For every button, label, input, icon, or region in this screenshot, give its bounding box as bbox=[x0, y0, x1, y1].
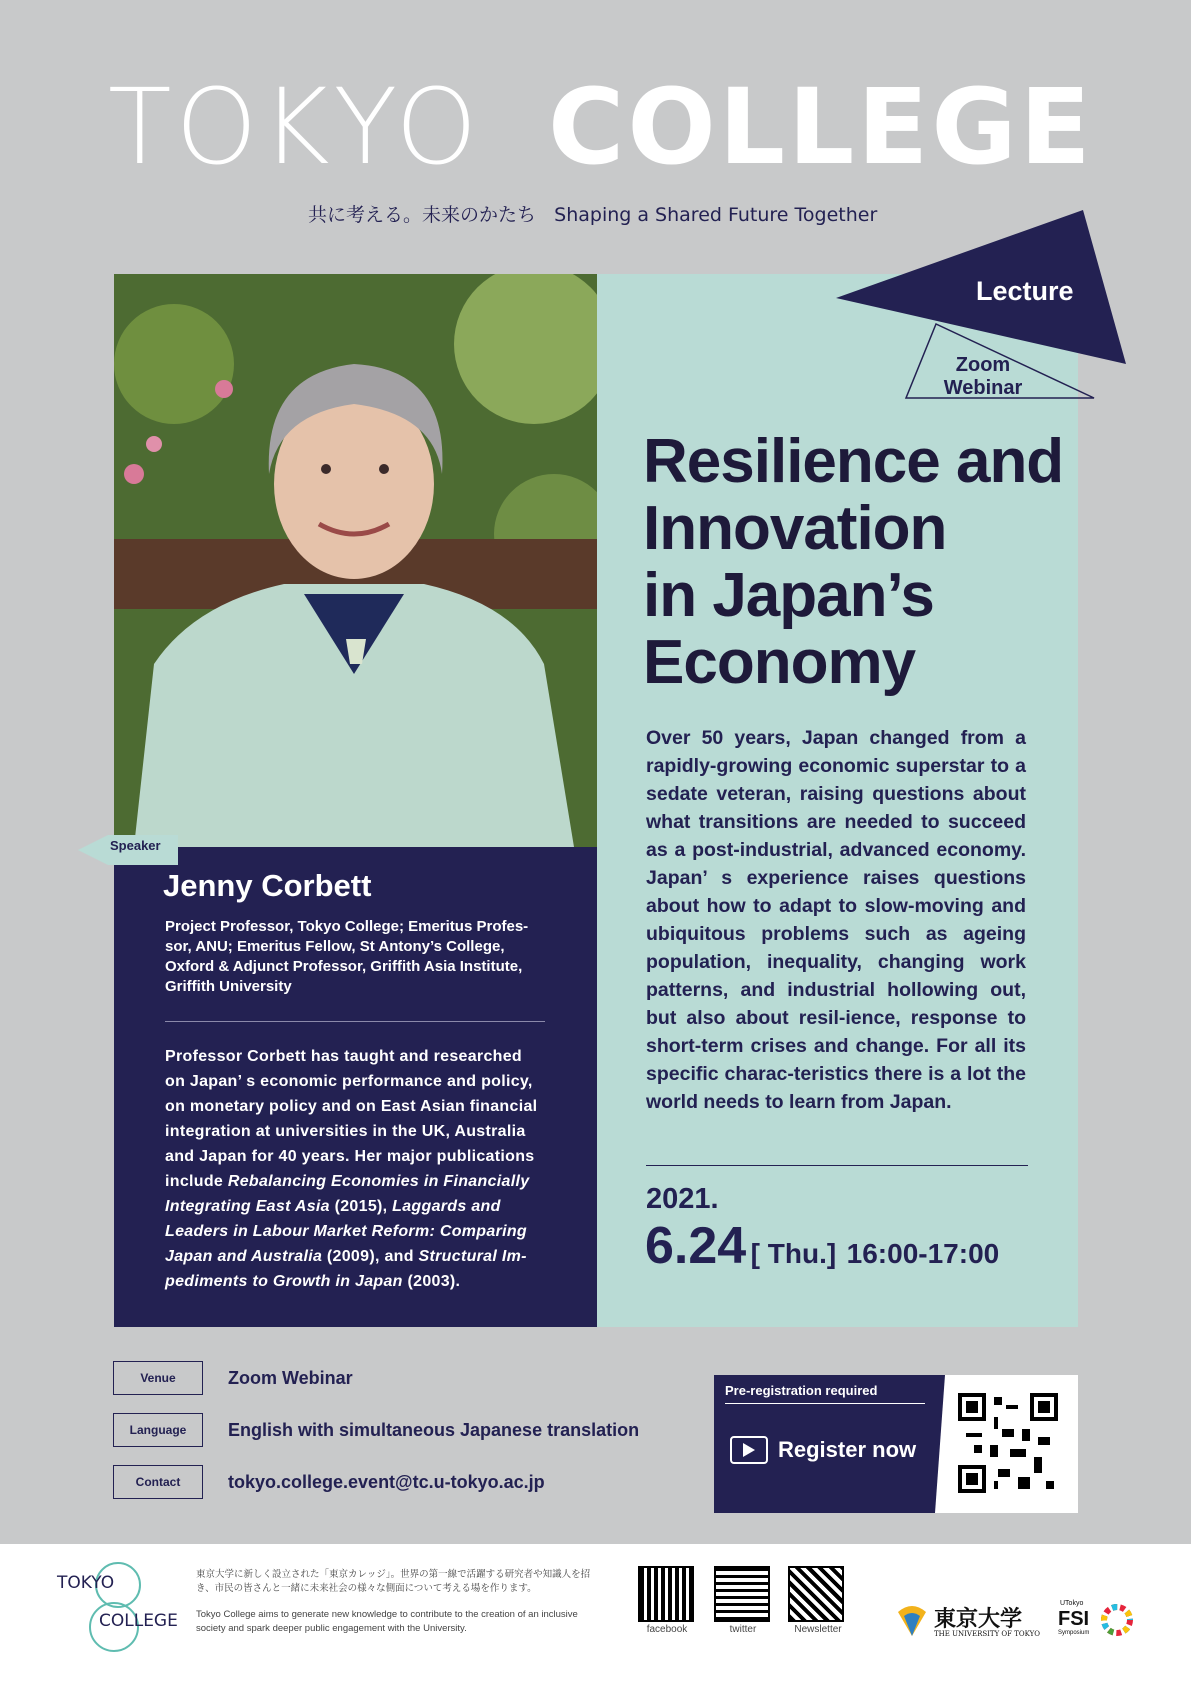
qr-code-icon bbox=[640, 1568, 692, 1620]
venue-row bbox=[113, 1361, 353, 1395]
title-line-4: Economy bbox=[643, 628, 916, 697]
fsi-logo: FSI bbox=[1058, 1608, 1090, 1630]
language-label: Language bbox=[113, 1413, 203, 1447]
publication-2: Laggards and Leaders in Labour Market Reform: Comparing Japan and Australia bbox=[165, 1198, 527, 1265]
title-line-3: in Japan’s bbox=[643, 561, 934, 630]
language-row bbox=[113, 1413, 639, 1447]
bio-text: Professor Corbett has taught and researched on Japan’ s economic performance and policy, on monetary policy and on East Asian financial integration at universities in the UK, Australia and Japan for 40 years. Her major publications include bbox=[165, 1048, 538, 1190]
speaker-divider bbox=[165, 1021, 545, 1022]
tagline-jp: 共に考える。未来のかたち bbox=[308, 204, 537, 226]
contact-row bbox=[113, 1465, 545, 1499]
tagline bbox=[308, 200, 877, 227]
publication-1: Rebalancing Economies in Financially Integrating East Asia bbox=[165, 1173, 530, 1215]
register-note-underline bbox=[725, 1403, 925, 1404]
venue-value: Zoom Webinar bbox=[228, 1367, 353, 1388]
newsletter-label: Newsletter bbox=[794, 1624, 842, 1635]
sdgs-wheel-icon bbox=[1100, 1603, 1134, 1637]
utokyo-ginkgo-icon bbox=[894, 1602, 930, 1638]
newsletter-qr[interactable] bbox=[790, 1568, 846, 1635]
speaker-portrait-illustration bbox=[114, 274, 597, 847]
contact-email[interactable]: tokyo.college.event@tc.u-tokyo.ac.jp bbox=[228, 1471, 545, 1492]
fsi-logo-sub: Symposium bbox=[1058, 1630, 1090, 1636]
abstract-divider bbox=[646, 1165, 1028, 1166]
speaker-name: Jenny Corbett bbox=[163, 868, 372, 903]
footer-description-jp: 東京大学に新しく設立された「東京カレッジ」。世界の第一線で活躍する研究者や知識人を招き、市民の皆さんと一緒に未来社会の様々な側面について考える場を作ります。 bbox=[196, 1569, 591, 1594]
tagline-en: Shaping a Shared Future Together bbox=[554, 204, 878, 226]
register-label: Register now bbox=[778, 1437, 917, 1462]
register-note: Pre-registration required bbox=[725, 1383, 878, 1398]
footer-description-en: Tokyo College aims to generate new knowledge to contribute to the creation of an inclusive society and spark deeper public engagement with the University. bbox=[196, 1609, 578, 1634]
event-type-label: Lecture bbox=[976, 276, 1074, 306]
qr-code-icon bbox=[790, 1568, 842, 1620]
brand-title-thin: TOKYO bbox=[108, 66, 482, 188]
footer-logo-bottom: COLLEGE bbox=[99, 1611, 178, 1631]
event-abstract: Over 50 years, Japan changed from a rapidly-growing economic superstar to a sedate veteran, raising questions about what transitions are needed to succeed as a post-industrial, advanced economy. Japan’ s experience raises questions about how to adapt to slow-moving and ubiquitous problems such as ageing population, inequality, changing work patterns, and industrial hollowing out, but also about resil-ience, response to short-term crises and change. For all its specific charac-teristics there is a lot the world needs to learn from Japan. bbox=[646, 727, 1026, 1113]
qr-code-icon bbox=[716, 1568, 768, 1620]
publication-3-year: (2003). bbox=[402, 1273, 461, 1290]
register-button[interactable] bbox=[730, 1436, 916, 1464]
brand-title-bold: COLLEGE bbox=[548, 66, 1094, 188]
speaker-tag: Speaker bbox=[110, 838, 161, 853]
venue-label: Venue bbox=[113, 1361, 203, 1395]
speaker-bio bbox=[165, 1044, 545, 1294]
event-format-label: Zoom Webinar bbox=[943, 354, 1023, 399]
publication-3: Structural Im-pediments to Growth in Japan bbox=[165, 1248, 527, 1290]
tokyo-college-logo-mark bbox=[76, 1555, 146, 1655]
event-title bbox=[643, 428, 1063, 696]
publication-1-year: (2015), bbox=[329, 1198, 393, 1215]
event-year: 2021. bbox=[646, 1183, 719, 1215]
speaker-photo bbox=[114, 274, 597, 847]
utokyo-logo-en: THE UNIVERSITY OF TOKYO bbox=[934, 1630, 1041, 1638]
publication-2-year: (2009), and bbox=[322, 1248, 419, 1265]
play-icon bbox=[730, 1436, 768, 1464]
utokyo-logo-jp: 東京大学 bbox=[934, 1606, 1023, 1632]
facebook-qr[interactable] bbox=[640, 1568, 694, 1635]
event-weekday: [ Thu.] bbox=[750, 1238, 837, 1269]
event-day: 6.24 bbox=[645, 1217, 747, 1275]
facebook-label: facebook bbox=[646, 1624, 688, 1635]
title-line-1: Resilience and bbox=[643, 427, 1064, 496]
qr-code-icon bbox=[958, 1393, 1058, 1493]
title-line-2: Innovation bbox=[643, 494, 947, 563]
language-value: English with simultaneous Japanese translation bbox=[228, 1419, 640, 1440]
event-date bbox=[645, 1216, 999, 1276]
contact-label: Contact bbox=[113, 1465, 203, 1499]
speaker-affiliation: Project Professor, Tokyo College; Emeritus Profes-sor, ANU; Emeritus Fellow, St Antony’s College, Oxford & Adjunct Professor, Griffith Asia Institute, Griffith University bbox=[165, 918, 529, 995]
twitter-label: twitter bbox=[729, 1624, 757, 1635]
twitter-qr[interactable] bbox=[716, 1568, 770, 1635]
event-time: 16:00-17:00 bbox=[846, 1238, 1000, 1269]
footer-logo-top: TOKYO bbox=[57, 1573, 115, 1593]
register-qr-code[interactable] bbox=[958, 1393, 1058, 1493]
fsi-logo-top: UTokyo bbox=[1060, 1600, 1084, 1607]
